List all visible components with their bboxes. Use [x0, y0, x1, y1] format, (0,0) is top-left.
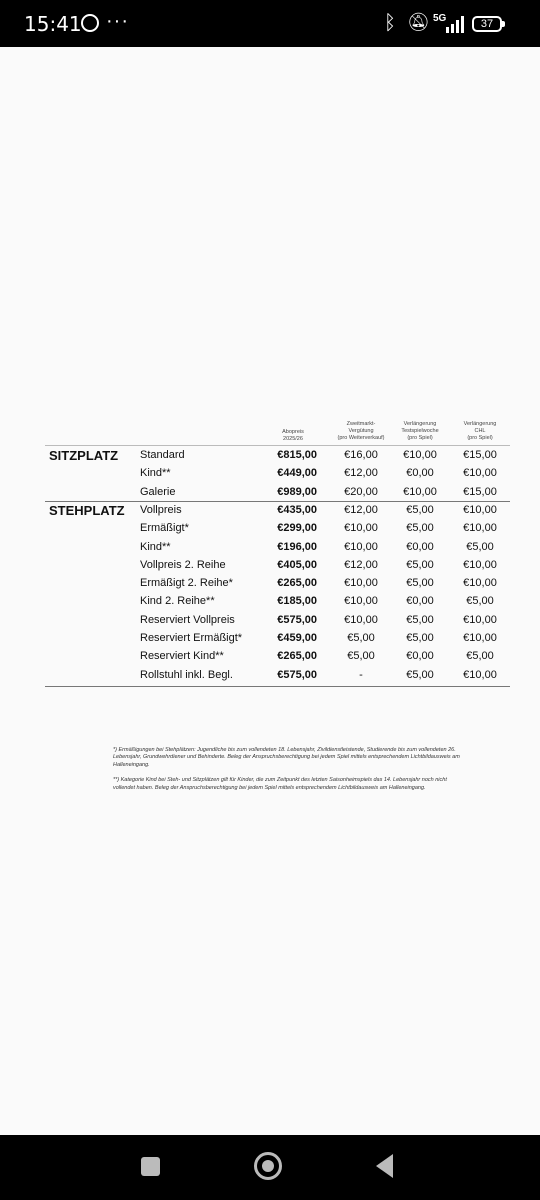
verl-chl-value: €10,00	[463, 613, 497, 626]
clock: 15:41	[24, 12, 82, 36]
verl-test-value: €5,00	[406, 577, 434, 590]
verl-chl-value: €10,00	[463, 503, 497, 516]
table-row	[45, 630, 510, 648]
back-icon[interactable]	[376, 1154, 393, 1178]
table-bottom-rule	[45, 686, 510, 687]
row-label: Reserviert Vollpreis	[140, 613, 235, 626]
verl-chl-value: €5,00	[466, 540, 494, 553]
zweitmarkt-value: €10,00	[344, 595, 378, 608]
abo-price: €299,00	[277, 522, 317, 535]
header-verl-test: Verlängerung Testspielwoche (pro Spiel)	[401, 421, 439, 441]
zweitmarkt-value: €5,00	[347, 632, 375, 644]
zweitmarkt-value: €12,00	[344, 558, 378, 571]
zweitmarkt-value: €12,00	[344, 503, 378, 516]
table-row	[45, 520, 510, 538]
row-label: Kind**	[140, 540, 171, 553]
abo-price: €185,00	[277, 595, 317, 608]
row-label: Galerie	[140, 485, 176, 498]
battery-icon: 37	[472, 16, 502, 32]
verl-test-value: €0,00	[406, 540, 434, 553]
whatsapp-icon	[81, 14, 99, 32]
verl-chl-value: €10,00	[463, 467, 497, 480]
verl-test-value: €5,00	[406, 503, 434, 516]
zweitmarkt-value: €12,00	[344, 467, 378, 480]
header-rule	[45, 445, 510, 446]
abo-price: €196,00	[277, 540, 317, 553]
navigation-bar	[0, 1135, 540, 1200]
verl-chl-value: €15,00	[463, 485, 497, 498]
row-label: Kind**	[140, 467, 171, 480]
zweitmarkt-value: -	[359, 668, 363, 681]
abo-price: €575,00	[277, 613, 317, 626]
row-label: Ermäßigt*	[140, 522, 189, 535]
table-row	[45, 465, 510, 483]
verl-chl-value: €5,00	[466, 650, 494, 663]
more-icon: ···	[106, 10, 129, 32]
category-label: STEHPLATZ	[49, 502, 125, 518]
row-label: Reserviert Kind**	[140, 650, 224, 663]
header-zweitmarkt: Zweitmarkt- Vergütung (pro Weiterverkauf)	[337, 421, 385, 441]
verl-test-value: €0,00	[406, 595, 434, 608]
abo-price: €575,00	[277, 668, 317, 681]
verl-test-value: €5,00	[406, 613, 434, 626]
row-label: Ermäßigt 2. Reihe*	[140, 577, 233, 590]
table-row	[45, 484, 510, 502]
home-icon[interactable]	[254, 1152, 282, 1180]
row-label: Kind 2. Reihe**	[140, 595, 215, 608]
verl-chl-value: €10,00	[463, 558, 497, 571]
network-type: 5G	[433, 13, 447, 24]
table-row	[45, 557, 510, 575]
verl-test-value: €5,00	[406, 522, 434, 535]
verl-chl-value: €10,00	[463, 668, 497, 681]
battery-tip	[502, 21, 505, 27]
verl-chl-value: €10,00	[463, 522, 497, 535]
footnote-2: **) Kategorie Kind bei Steh- und Sitzplätzen gilt für Kinder, die zum Zeitpunkt des letzten Saisonheimspiels das 14. Lebensjahr noch nicht vollendet haben. Beleg der Anspruchsberechtigung bei jedem Spiel mittels entsprechendem Lichtbildausweis am Halleneingang.	[113, 777, 447, 791]
table-row	[45, 593, 510, 611]
verl-test-value: €5,00	[406, 632, 434, 644]
abo-price: €459,00	[277, 632, 317, 644]
row-label: Reserviert Ermäßigt*	[140, 632, 243, 644]
table-row	[45, 667, 510, 685]
row-label: Vollpreis	[140, 503, 182, 516]
abo-price: €405,00	[277, 558, 317, 571]
verl-chl-value: €15,00	[463, 449, 497, 461]
table-row	[45, 612, 510, 630]
row-label: Vollpreis 2. Reihe	[140, 558, 226, 571]
verl-test-value: €0,00	[406, 650, 434, 663]
footnote-1: *) Ermäßigungen bei Stehplätzen: Jugendliche bis zum vollendeten 18. Lebensjahr, Zivildienstleistende, Studierende bis zum vollendeten 26. Lebensjahr, Grundwehrdiener und Behinderte. Beleg der Anspruchsberechtigung bei jedem Spiel mittels entsprechendem Lichtbildausweis am Halleneingang.	[113, 747, 460, 768]
header-abo: Abopreis 2025/26	[282, 429, 304, 442]
footnotes	[113, 747, 465, 800]
abo-price: €449,00	[277, 467, 317, 480]
document-view[interactable]	[0, 47, 540, 1135]
bell-off-icon: 🔕︎	[407, 12, 430, 32]
abo-price: €435,00	[277, 503, 317, 516]
abo-price: €265,00	[277, 577, 317, 590]
table-row	[45, 575, 510, 593]
verl-test-value: €5,00	[406, 668, 434, 681]
recents-icon[interactable]	[141, 1157, 160, 1176]
verl-chl-value: €10,00	[463, 577, 497, 590]
zweitmarkt-value: €20,00	[344, 485, 378, 498]
verl-chl-value: €10,00	[463, 632, 497, 644]
row-label: Standard	[140, 449, 185, 461]
table-row	[45, 502, 510, 520]
table-row	[45, 447, 510, 465]
abo-price: €989,00	[277, 485, 317, 498]
row-label: Rollstuhl inkl. Begl.	[140, 668, 233, 681]
verl-test-value: €10,00	[403, 485, 437, 498]
zweitmarkt-value: €10,00	[344, 522, 378, 535]
abo-price: €815,00	[277, 449, 317, 461]
zweitmarkt-value: €10,00	[344, 577, 378, 590]
verl-test-value: €10,00	[403, 449, 437, 461]
zweitmarkt-value: €10,00	[344, 540, 378, 553]
signal-icon	[445, 15, 465, 33]
zweitmarkt-value: €5,00	[347, 650, 375, 663]
bluetooth-icon: ᛒ	[384, 12, 396, 34]
status-bar	[0, 0, 540, 47]
header-verl-chl: Verlängerung CHL (pro Spiel)	[463, 421, 497, 441]
zweitmarkt-value: €16,00	[344, 449, 378, 461]
abo-price: €265,00	[277, 650, 317, 663]
verl-chl-value: €5,00	[466, 595, 494, 608]
verl-test-value: €0,00	[406, 467, 434, 480]
verl-test-value: €5,00	[406, 558, 434, 571]
zweitmarkt-value: €10,00	[344, 613, 378, 626]
category-label: SITZPLATZ	[49, 448, 119, 463]
table-row	[45, 648, 510, 666]
table-row	[45, 539, 510, 557]
